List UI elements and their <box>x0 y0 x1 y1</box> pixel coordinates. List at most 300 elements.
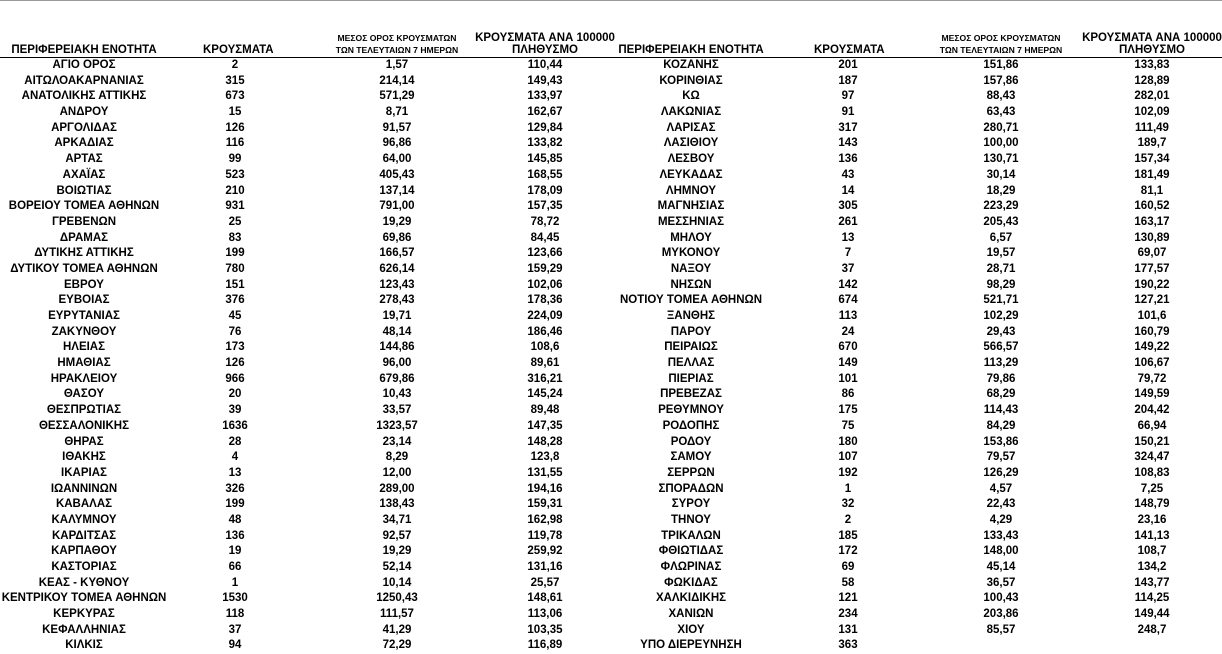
per100k-cell: 160,79 <box>1134 325 1170 338</box>
table-row <box>611 529 1222 545</box>
cases-cell: 19 <box>228 545 242 558</box>
avg7-cell: 19,71 <box>382 310 412 322</box>
table-row <box>0 403 611 419</box>
cases-cell: 136 <box>225 529 245 542</box>
cases-cell: 173 <box>225 341 245 354</box>
region-cell: ΜΕΣΣΗΝΙΑΣ <box>657 215 725 228</box>
cases-cell: 143 <box>838 137 858 150</box>
region-cell: ΙΩΑΝΝΙΝΩΝ <box>50 482 118 495</box>
cases-cell: 2 <box>844 513 852 526</box>
avg7-cell: 100,43 <box>983 592 1019 605</box>
per100k-cell: 148,61 <box>527 592 563 605</box>
cases-cell: 126 <box>225 357 245 370</box>
per100k-cell: 190,22 <box>1134 278 1170 291</box>
header-cases: ΚΡΟΥΣΜΑΤΑ <box>814 44 885 56</box>
region-cell: ΛΑΚΩΝΙΑΣ <box>660 106 722 119</box>
region-cell: ΔΡΑΜΑΣ <box>59 231 109 244</box>
per100k-cell: 159,29 <box>527 262 563 275</box>
region-cell: ΚΑΡΠΑΘΟΥ <box>51 545 117 558</box>
region-cell: ΠΕΛΛΑΣ <box>667 357 715 370</box>
header-per100k <box>1077 32 1222 56</box>
per100k-cell: 127,21 <box>1134 294 1170 307</box>
per100k-cell: 133,97 <box>527 90 563 103</box>
region-cell: ΛΕΣΒΟΥ <box>667 153 715 166</box>
avg7-cell: 151,86 <box>983 59 1019 71</box>
avg7-cell: 92,57 <box>382 529 412 542</box>
avg7-cell: 91,57 <box>382 121 412 134</box>
avg7-cell: 63,43 <box>986 106 1016 119</box>
table-row <box>0 340 611 356</box>
region-cell: ΜΑΓΝΗΣΙΑΣ <box>657 200 725 213</box>
table-row <box>611 199 1222 215</box>
avg7-cell: 22,43 <box>986 498 1016 511</box>
table-row <box>0 293 611 309</box>
per100k-cell: 145,24 <box>527 388 563 401</box>
table-row <box>611 340 1222 356</box>
region-cell: ΔΥΤΙΚΟΥ ΤΟΜΕΑ ΑΘΗΝΩΝ <box>10 262 158 275</box>
avg7-cell: 72,29 <box>382 639 412 652</box>
table-row <box>611 591 1222 607</box>
table-row <box>611 450 1222 466</box>
cases-table-left <box>0 24 615 654</box>
table-row <box>611 482 1222 498</box>
table-row <box>0 450 611 466</box>
avg7-cell: 289,00 <box>379 482 415 495</box>
region-cell: ΕΥΒΟΙΑΣ <box>58 294 110 307</box>
avg7-cell: 166,57 <box>379 247 415 260</box>
avg7-cell: 69,86 <box>382 231 412 244</box>
cases-cell: 107 <box>838 451 858 464</box>
per100k-cell: 145,85 <box>527 153 563 166</box>
avg7-cell: 111,57 <box>380 608 414 621</box>
per100k-cell: 149,43 <box>527 74 563 87</box>
cases-cell: 1636 <box>222 419 248 432</box>
table-row <box>611 184 1222 200</box>
table-row <box>0 576 611 592</box>
table-row <box>611 105 1222 121</box>
per100k-cell: 129,84 <box>527 121 563 134</box>
cases-cell: 39 <box>228 404 242 417</box>
avg7-cell: 48,14 <box>382 325 412 338</box>
region-cell: ΚΕΝΤΡΙΚΟΥ ΤΟΜΕΑ ΑΘΗΝΩΝ <box>1 592 167 605</box>
header-region: ΠΕΡΙΦΕΡΕΙΑΚΗ ΕΝΟΤΗΤΑ <box>618 44 764 56</box>
per100k-cell: 108,7 <box>1137 545 1167 558</box>
region-cell: ΠΡΕΒΕΖΑΣ <box>660 388 722 401</box>
table-row <box>0 529 611 545</box>
table-row <box>0 325 611 341</box>
table-row <box>611 231 1222 247</box>
header-avg7 <box>926 32 1076 56</box>
avg7-cell: 280,71 <box>983 121 1019 134</box>
avg7-cell: 85,57 <box>986 623 1016 636</box>
avg7-cell: 68,29 <box>986 388 1016 401</box>
region-cell: ΒΟΙΩΤΙΑΣ <box>56 184 112 197</box>
per100k-cell: 282,01 <box>1134 90 1170 103</box>
avg7-cell: 34,71 <box>382 513 412 526</box>
per100k-cell: 224,09 <box>527 310 563 322</box>
table-row <box>0 246 611 262</box>
avg7-cell: 157,86 <box>983 74 1019 87</box>
avg7-cell: 214,14 <box>379 74 415 87</box>
cases-cell: 2 <box>231 59 239 71</box>
table-row <box>0 435 611 451</box>
per100k-cell: 178,36 <box>527 294 563 307</box>
table-row <box>0 58 611 74</box>
avg7-cell: 679,86 <box>379 372 415 385</box>
cases-cell: 131 <box>838 623 858 636</box>
avg7-cell: 10,43 <box>382 388 412 401</box>
table-row <box>0 356 611 372</box>
table-row <box>611 246 1222 262</box>
cases-cell: 28 <box>228 435 242 448</box>
per100k-cell: 141,13 <box>1134 529 1170 542</box>
table-row <box>611 372 1222 388</box>
header-region: ΠΕΡΙΦΕΡΕΙΑΚΗ ΕΝΟΤΗΤΑ <box>11 44 157 56</box>
header-avg7 <box>322 32 472 56</box>
avg7-cell: 36,57 <box>986 576 1016 589</box>
region-cell: ΘΗΡΑΣ <box>64 435 104 448</box>
table-row <box>611 576 1222 592</box>
per100k-cell: 157,34 <box>1134 153 1170 166</box>
region-cell: ΚΑΛΥΜΝΟΥ <box>51 513 117 526</box>
table-row <box>611 356 1222 372</box>
table-row <box>0 560 611 576</box>
table-row <box>611 497 1222 513</box>
cases-cell: 14 <box>841 184 855 197</box>
table-row <box>611 58 1222 74</box>
avg7-cell: 98,29 <box>986 278 1016 291</box>
per100k-cell: 150,21 <box>1134 435 1170 448</box>
cases-cell: 674 <box>838 294 858 307</box>
per100k-cell: 119,78 <box>527 529 563 542</box>
per100k-cell: 162,98 <box>527 513 563 526</box>
region-cell: ΛΑΣΙΘΙΟΥ <box>663 137 719 150</box>
per100k-cell: 66,94 <box>1137 419 1167 432</box>
region-cell: ΚΟΡΙΝΘΙΑΣ <box>659 74 723 87</box>
avg7-cell: 79,86 <box>986 372 1016 385</box>
cases-cell: 317 <box>838 121 858 134</box>
table-row <box>0 121 611 137</box>
cases-cell: 931 <box>225 200 245 213</box>
per100k-cell: 177,57 <box>1134 262 1170 275</box>
per100k-cell: 168,55 <box>527 168 563 181</box>
avg7-cell: 4,57 <box>989 482 1013 495</box>
per100k-cell: 110,44 <box>527 59 563 71</box>
per100k-cell: 102,09 <box>1134 106 1170 119</box>
per100k-cell: 149,59 <box>1134 388 1170 401</box>
avg7-cell: 84,29 <box>986 419 1016 432</box>
table-row <box>0 387 611 403</box>
table-row <box>0 591 611 607</box>
avg7-cell: 1250,43 <box>376 592 418 605</box>
top-border-line <box>0 0 1222 1</box>
per100k-cell: 160,52 <box>1134 200 1170 213</box>
table-row <box>611 215 1222 231</box>
per100k-cell: 178,09 <box>527 184 563 197</box>
header-per100k <box>470 32 620 56</box>
per100k-cell: 204,42 <box>1134 404 1170 417</box>
avg7-cell: 88,43 <box>986 90 1016 103</box>
avg7-cell: 52,14 <box>382 561 412 573</box>
table-row <box>0 513 611 529</box>
avg7-cell: 41,29 <box>382 623 412 636</box>
cases-cell: 4 <box>231 451 239 464</box>
avg7-cell: 100,00 <box>983 137 1019 150</box>
per100k-cell: 162,67 <box>527 106 563 119</box>
region-cell: ΚΕΑΣ - ΚΥΘΝΟΥ <box>38 576 130 589</box>
table-row <box>0 89 611 105</box>
avg7-cell: 1323,57 <box>376 419 418 432</box>
cases-cell: 118 <box>225 608 245 621</box>
cases-cell: 234 <box>838 608 858 621</box>
region-cell: ΚΑΡΔΙΤΣΑΣ <box>51 529 117 542</box>
per100k-cell: 143,77 <box>1134 576 1170 589</box>
header-per100k-line1: ΚΡΟΥΣΜΑΤΑ ΑΝΑ 100000 <box>1082 32 1222 44</box>
cases-cell: 1 <box>844 482 852 495</box>
table-row <box>611 89 1222 105</box>
table-row <box>0 231 611 247</box>
region-cell: ΙΘΑΚΗΣ <box>62 451 106 464</box>
cases-cell: 121 <box>838 592 858 605</box>
region-cell: ΑΝΔΡΟΥ <box>59 106 109 119</box>
per100k-cell: 81,1 <box>1140 184 1164 197</box>
cases-cell: 75 <box>841 419 855 432</box>
cases-cell: 76 <box>228 325 242 338</box>
header-avg7-line1: ΜΕΣΟΣ ΟΡΟΣ ΚΡΟΥΣΜΑΤΩΝ <box>337 33 457 43</box>
cases-cell: 363 <box>838 639 858 652</box>
cases-cell: 20 <box>228 388 242 401</box>
per100k-cell: 79,72 <box>1137 372 1167 385</box>
avg7-cell: 23,14 <box>382 435 412 448</box>
cases-cell: 210 <box>225 184 245 197</box>
region-cell: ΣΠΟΡΑΔΩΝ <box>658 482 724 495</box>
per100k-cell: 131,55 <box>527 466 563 479</box>
table-row <box>611 136 1222 152</box>
region-cell: ΜΗΛΟΥ <box>670 231 712 244</box>
region-cell: ΜΥΚΟΝΟΥ <box>661 247 721 260</box>
region-cell: ΑΡΚΑΔΙΑΣ <box>54 137 114 150</box>
table-row <box>611 544 1222 560</box>
avg7-cell: 45,14 <box>986 561 1016 573</box>
cases-cell: 175 <box>838 404 858 417</box>
region-cell: ΕΥΡΥΤΑΝΙΑΣ <box>48 310 120 322</box>
region-cell: ΚΟΖΑΝΗΣ <box>663 59 719 71</box>
region-cell: ΣΕΡΡΩΝ <box>667 466 715 479</box>
per100k-cell: 111,49 <box>1135 121 1169 134</box>
region-cell: ΠΑΡΟΥ <box>670 325 712 338</box>
cases-cell: 99 <box>228 153 242 166</box>
cases-cell: 86 <box>841 388 855 401</box>
cases-cell: 315 <box>225 74 245 87</box>
table-row <box>611 309 1222 325</box>
header-avg7-line2: ΤΩΝ ΤΕΛΕΥΤΑΙΩΝ 7 ΗΜΕΡΩΝ <box>335 45 459 55</box>
cases-cell: 1 <box>231 576 239 589</box>
cases-cell: 261 <box>838 215 858 228</box>
table-body <box>0 57 611 654</box>
cases-cell: 45 <box>228 310 242 322</box>
per100k-cell: 101,6 <box>1137 310 1167 322</box>
avg7-cell: 114,43 <box>983 404 1019 417</box>
cases-cell: 376 <box>225 294 245 307</box>
region-cell: ΦΛΩΡΙΝΑΣ <box>660 561 722 573</box>
cases-cell: 180 <box>838 435 858 448</box>
avg7-cell: 1,57 <box>385 59 409 71</box>
per100k-cell: 147,35 <box>527 419 563 432</box>
region-cell: ΑΡΓΟΛΙΔΑΣ <box>51 121 117 134</box>
table-header <box>0 24 615 56</box>
region-cell: ΤΗΝΟΥ <box>671 513 711 526</box>
region-cell: ΖΑΚΥΝΘΟΥ <box>51 325 117 338</box>
cases-cell: 83 <box>228 231 242 244</box>
per100k-cell: 186,46 <box>527 325 563 338</box>
region-cell: ΣΥΡΟΥ <box>671 498 711 511</box>
cases-cell: 113 <box>838 310 858 322</box>
per100k-cell: 116,89 <box>527 639 563 652</box>
region-cell: ΥΠΟ ΔΙΕΡΕΥΝΗΣΗ <box>640 639 742 652</box>
per100k-cell: 103,35 <box>527 623 563 636</box>
region-cell: ΗΛΕΙΑΣ <box>62 341 106 354</box>
avg7-cell: 137,14 <box>379 184 415 197</box>
cases-cell: 25 <box>228 215 242 228</box>
table-header <box>611 24 1222 56</box>
table-row <box>611 560 1222 576</box>
avg7-cell: 126,29 <box>983 466 1019 479</box>
region-cell: ΦΩΚΙΔΑΣ <box>664 576 718 589</box>
avg7-cell: 791,00 <box>379 200 415 213</box>
cases-cell: 94 <box>228 639 242 652</box>
region-cell: ΚΑΣΤΟΡΙΑΣ <box>51 561 117 573</box>
avg7-cell: 102,29 <box>983 310 1019 322</box>
table-row <box>611 293 1222 309</box>
cases-cell: 48 <box>228 513 242 526</box>
table-body <box>611 57 1222 654</box>
cases-cell: 966 <box>225 372 245 385</box>
cases-cell: 673 <box>225 90 245 103</box>
table-row <box>611 607 1222 623</box>
avg7-cell: 33,57 <box>382 404 412 417</box>
table-row <box>0 482 611 498</box>
per100k-cell: 189,7 <box>1137 137 1167 150</box>
region-cell: ΛΕΥΚΑΔΑΣ <box>659 168 723 181</box>
per100k-cell: 108,83 <box>1134 466 1170 479</box>
avg7-cell: 113,29 <box>983 357 1019 370</box>
per100k-cell: 259,92 <box>527 545 563 558</box>
avg7-cell: 28,71 <box>986 262 1016 275</box>
region-cell: ΦΘΙΩΤΙΔΑΣ <box>658 545 724 558</box>
avg7-cell: 4,29 <box>989 513 1013 526</box>
region-cell: ΑΧΑΪΑΣ <box>62 168 106 181</box>
region-cell: ΧΙΟΥ <box>677 623 705 636</box>
avg7-cell: 6,57 <box>989 231 1013 244</box>
avg7-cell: 96,86 <box>382 137 412 150</box>
table-row <box>0 309 611 325</box>
per100k-cell: 181,49 <box>1134 168 1170 181</box>
table-row <box>0 607 611 623</box>
avg7-cell: 19,57 <box>986 247 1016 260</box>
cases-cell: 199 <box>225 498 245 511</box>
per100k-cell: 23,16 <box>1137 513 1167 526</box>
cases-cell: 780 <box>225 262 245 275</box>
region-cell: ΝΟΤΙΟΥ ΤΟΜΕΑ ΑΘΗΝΩΝ <box>619 294 763 307</box>
cases-cell: 670 <box>838 341 858 354</box>
table-row <box>0 168 611 184</box>
per100k-cell: 114,25 <box>1134 592 1170 605</box>
region-cell: ΘΕΣΠΡΩΤΙΑΣ <box>46 404 122 417</box>
region-cell: ΝΑΞΟΥ <box>670 262 712 275</box>
avg7-cell: 8,29 <box>385 451 409 464</box>
per100k-cell: 324,47 <box>1134 451 1170 464</box>
per100k-cell: 102,06 <box>527 278 563 291</box>
per100k-cell: 134,2 <box>1137 561 1167 573</box>
per100k-cell: 149,22 <box>1134 341 1170 354</box>
cases-cell: 13 <box>841 231 855 244</box>
avg7-cell: 405,43 <box>379 168 415 181</box>
region-cell: ΡΟΔΟΠΗΣ <box>662 419 720 432</box>
region-cell: ΘΕΣΣΑΛΟΝΙΚΗΣ <box>38 419 130 432</box>
cases-cell: 24 <box>841 325 855 338</box>
region-cell: ΚΩ <box>682 90 700 103</box>
table-row <box>0 184 611 200</box>
table-row <box>611 262 1222 278</box>
table-row <box>611 466 1222 482</box>
per100k-cell: 316,21 <box>527 372 563 385</box>
table-row <box>0 497 611 513</box>
cases-cell: 43 <box>841 168 855 181</box>
per100k-cell: 123,8 <box>530 451 560 464</box>
header-cases: ΚΡΟΥΣΜΑΤΑ <box>203 44 274 56</box>
region-cell: ΡΟΔΟΥ <box>670 435 712 448</box>
avg7-cell: 29,43 <box>986 325 1016 338</box>
region-cell: ΚΕΦΑΛΛΗΝΙΑΣ <box>42 623 126 636</box>
table-row <box>611 74 1222 90</box>
avg7-cell: 566,57 <box>983 341 1019 354</box>
cases-cell: 149 <box>838 357 858 370</box>
region-cell: ΛΗΜΝΟΥ <box>665 184 717 197</box>
table-row <box>0 105 611 121</box>
avg7-cell: 130,71 <box>983 153 1019 166</box>
cases-cell: 192 <box>838 466 858 479</box>
per100k-cell: 84,45 <box>530 231 560 244</box>
region-cell: ΔΥΤΙΚΗΣ ΑΤΤΙΚΗΣ <box>34 247 134 260</box>
region-cell: ΑΡΤΑΣ <box>65 153 103 166</box>
region-cell: ΡΕΘΥΜΝΟΥ <box>658 404 724 417</box>
table-row <box>0 152 611 168</box>
cases-cell: 7 <box>844 247 852 260</box>
region-cell: ΚΑΒΑΛΑΣ <box>55 498 113 511</box>
cases-cell: 13 <box>228 466 242 479</box>
avg7-cell: 18,29 <box>986 184 1016 197</box>
avg7-cell: 8,71 <box>385 106 409 119</box>
region-cell: ΘΑΣΟΥ <box>63 388 105 401</box>
region-cell: ΛΑΡΙΣΑΣ <box>666 121 716 134</box>
region-cell: ΚΙΛΚΙΣ <box>65 639 103 652</box>
region-cell: ΧΑΝΙΩΝ <box>668 608 714 621</box>
per100k-cell: 133,83 <box>1134 59 1170 71</box>
cases-cell: 199 <box>225 247 245 260</box>
region-cell: ΑΓΙΟ ΟΡΟΣ <box>52 59 116 71</box>
table-row <box>0 136 611 152</box>
region-cell: ΝΗΣΩΝ <box>670 278 712 291</box>
per100k-cell: 106,67 <box>1134 357 1170 370</box>
avg7-cell: 19,29 <box>382 215 412 228</box>
per100k-cell: 130,89 <box>1134 231 1170 244</box>
region-cell: ΚΕΡΚΥΡΑΣ <box>53 608 115 621</box>
cases-cell: 1530 <box>222 592 248 605</box>
per100k-cell: 113,06 <box>527 608 563 621</box>
per100k-cell: 25,57 <box>530 576 560 589</box>
avg7-cell: 10,14 <box>382 576 412 589</box>
per100k-cell: 108,6 <box>530 341 560 354</box>
